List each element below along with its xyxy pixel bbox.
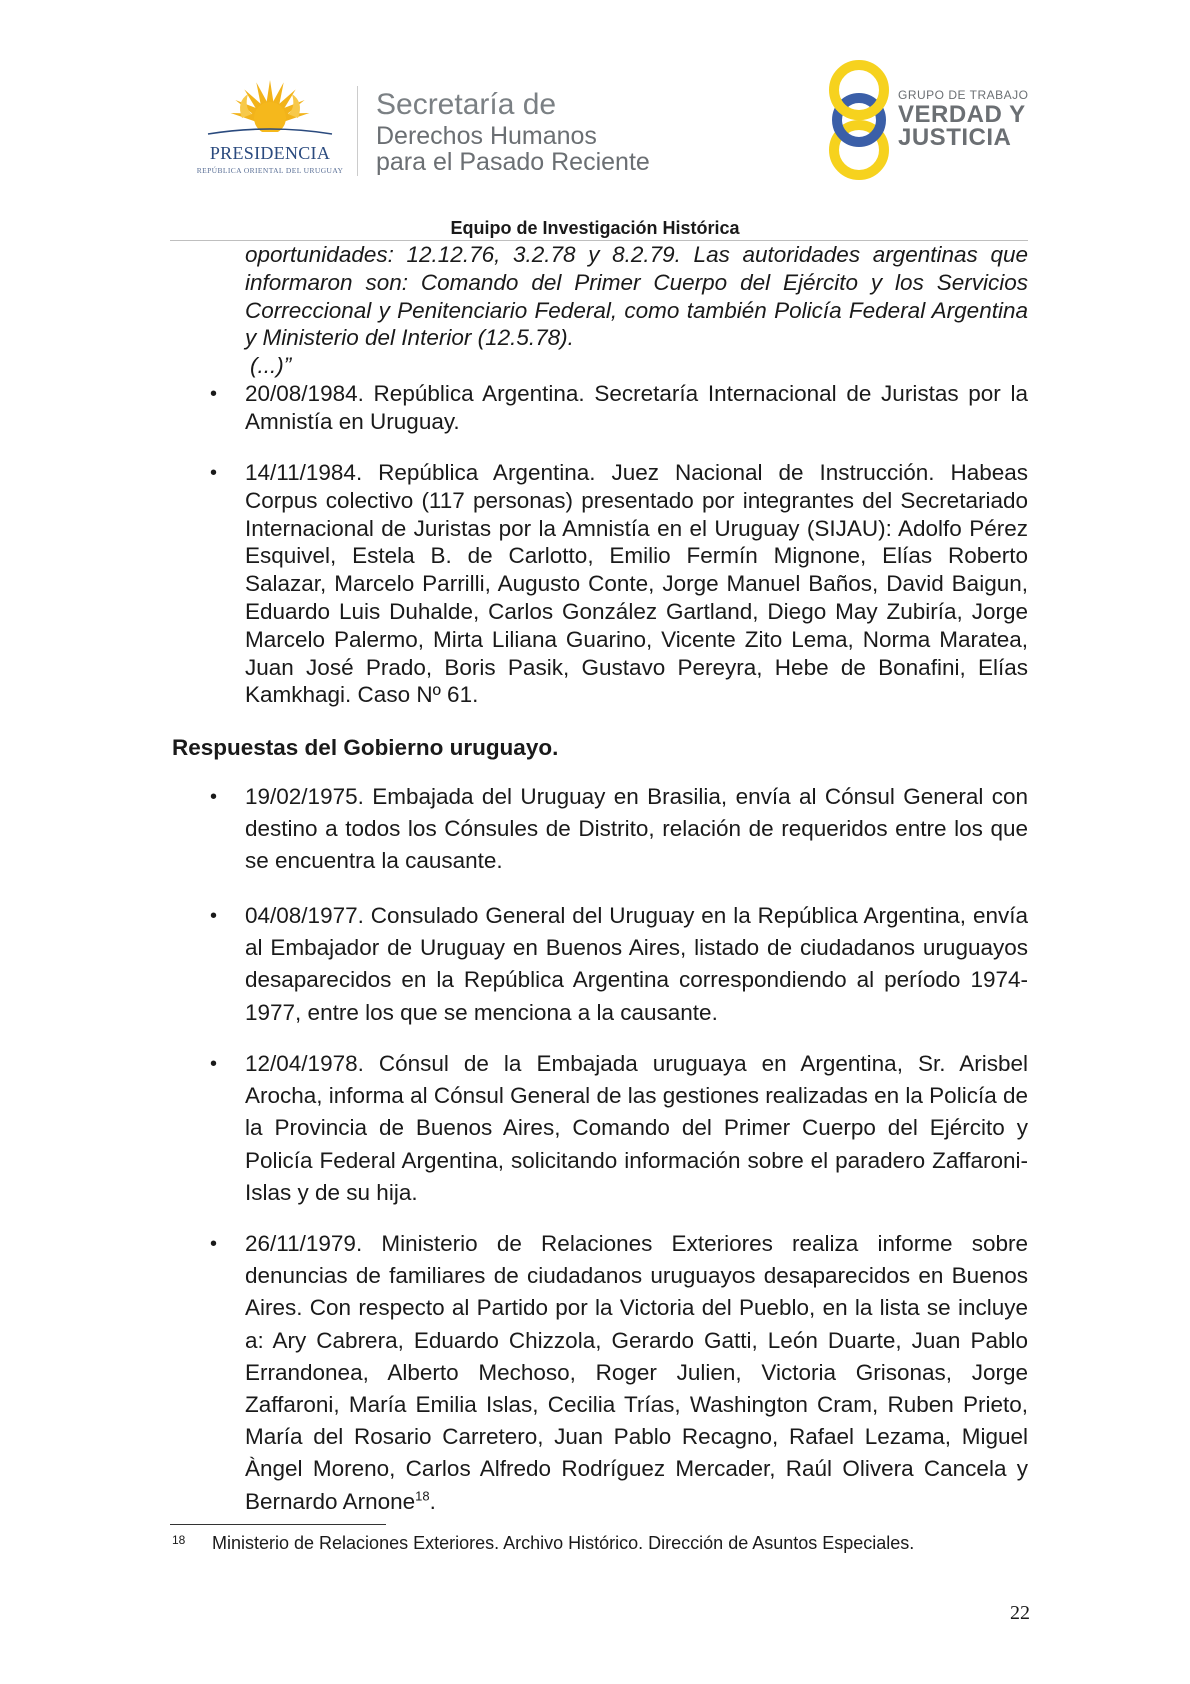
list-item — [245, 1228, 1028, 1518]
bullet-icon: • — [210, 1053, 218, 1075]
footnote-mark: 18 — [172, 1533, 186, 1547]
presidencia-subtitle: REPÚBLICA ORIENTAL DEL URUGUAY — [196, 166, 344, 175]
presidencia-name: PRESIDENCIA — [209, 143, 331, 163]
footnote-text: Ministerio de Relaciones Exteriores. Archivo Histórico. Dirección de Asuntos Especiales. — [212, 1533, 915, 1553]
list-item: 20/08/1984. República Argentina. Secretaría Internacional de Juristas por la Amnistía en Uruguay. — [245, 381, 1028, 434]
bullet-icon: • — [210, 462, 218, 484]
secretaria-line-1: Secretaría de — [376, 88, 557, 121]
presidencia-logo — [190, 80, 350, 180]
list-item: 04/08/1977. Consulado General del Uruguay en la República Argentina, envía al Embajador de Uruguay en Buenos Aires, listado de ciudadanos uruguayos desaparecidos en la República Argentina correspondiendo al período 1974-1977, entre los que se menciona a la causante. — [245, 903, 1028, 1025]
section-heading: Respuestas del Gobierno uruguayo. — [172, 735, 559, 760]
quote-continuation: oportunidades: 12.12.76, 3.2.78 y 8.2.79. Las autoridades argentinas que informaron son: Comando del Primer Cuerpo del Ejército y los Servicios Correccional y Penitenciario Federal, como también Policía Federal Argentina y Ministerio del Interior (12.5.78). — [245, 242, 1028, 351]
sentence-period: . — [429, 1488, 436, 1514]
grupo-title-line-1: VERDAD Y — [898, 101, 1026, 128]
header-divider — [357, 86, 358, 176]
quote-end: (...)” — [250, 353, 292, 378]
sun-of-may-icon — [190, 80, 350, 142]
secretaria-line-3: para el Pasado Reciente — [376, 148, 650, 176]
footnote-rule — [170, 1524, 386, 1525]
list-item: 12/04/1978. Cónsul de la Embajada uruguaya en Argentina, Sr. Arisbel Arocha, informa al Cónsul General de las gestiones realizadas en la Policía de la Provincia de Buenos Aires, Comando del Primer Cuerpo del Ejército y Policía Federal Argentina, solicitando información sobre el paradero Zaffaroni-Islas y de su hija. — [245, 1051, 1028, 1205]
page-number: 22 — [1010, 1602, 1030, 1624]
bullet-icon: • — [210, 786, 218, 808]
list-item-text: 26/11/1979. Ministerio de Relaciones Exteriores realiza informe sobre denuncias de familiares de ciudadanos uruguayos desaparecidos en Buenos Aires. Con respecto al Partido por la Victoria del Pueblo, en la lista se incluye a: Ary Cabrera, Eduardo Chizzola, Gerardo Gatti, León Duarte, Juan Pablo Errandonea, Alberto Mechoso, Roger Julien, Victoria Grisonas, Jorge Zaffaroni, María Emilia Islas, Cecilia Trías, Washington Cram, Ruben Prieto, María del Rosario Carretero, Juan Pablo Recagno, Rafael Lezama, Miguel Àngel Moreno, Carlos Alfredo Rodríguez Mercader, Raúl Olivera Cancela y Bernardo Arnone — [245, 1231, 1028, 1514]
bullet-icon: • — [210, 383, 218, 405]
grupo-title-line-2: JUSTICIA — [898, 124, 1012, 151]
list-item: 14/11/1984. República Argentina. Juez Nacional de Instrucción. Habeas Corpus colectivo (117 personas) presentado por integrantes del Secretariado Internacional de Juristas por la Amnistía en el Uruguay (SIJAU): Adolfo Pérez Esquivel, Estela B. de Carlotto, Emilio Fermín Mignone, Elías Roberto Salazar, Marcelo Parrilli, Augusto Conte, Jorge Manuel Baños, David Baigun, Eduardo Luis Duhalde, Carlos González Gartland, Diego May Zubiría, Jorge Marcelo Palermo, Mirta Liliana Guarino, Vicente Zito Lema, Norma Maratea, Juan José Prado, Boris Pasik, Gustavo Pereyra, Hebe de Bonafini, Elías Kamkhagi. Caso Nº 61. — [245, 460, 1028, 708]
list-item: 19/02/1975. Embajada del Uruguay en Brasilia, envía al Cónsul General con destino a todos los Cónsules de Distrito, relación de requeridos entre los que se encuentra la causante. — [245, 784, 1028, 874]
bullet-icon: • — [210, 905, 218, 927]
secretaria-line-2: Derechos Humanos — [376, 122, 597, 150]
grupo-small-text: GRUPO DE TRABAJO — [898, 88, 1029, 102]
team-title: Equipo de Investigación Histórica — [450, 218, 740, 238]
footnote-reference[interactable]: 18 — [415, 1488, 430, 1504]
linked-rings-icon — [824, 58, 894, 182]
bullet-icon: • — [210, 1233, 218, 1255]
